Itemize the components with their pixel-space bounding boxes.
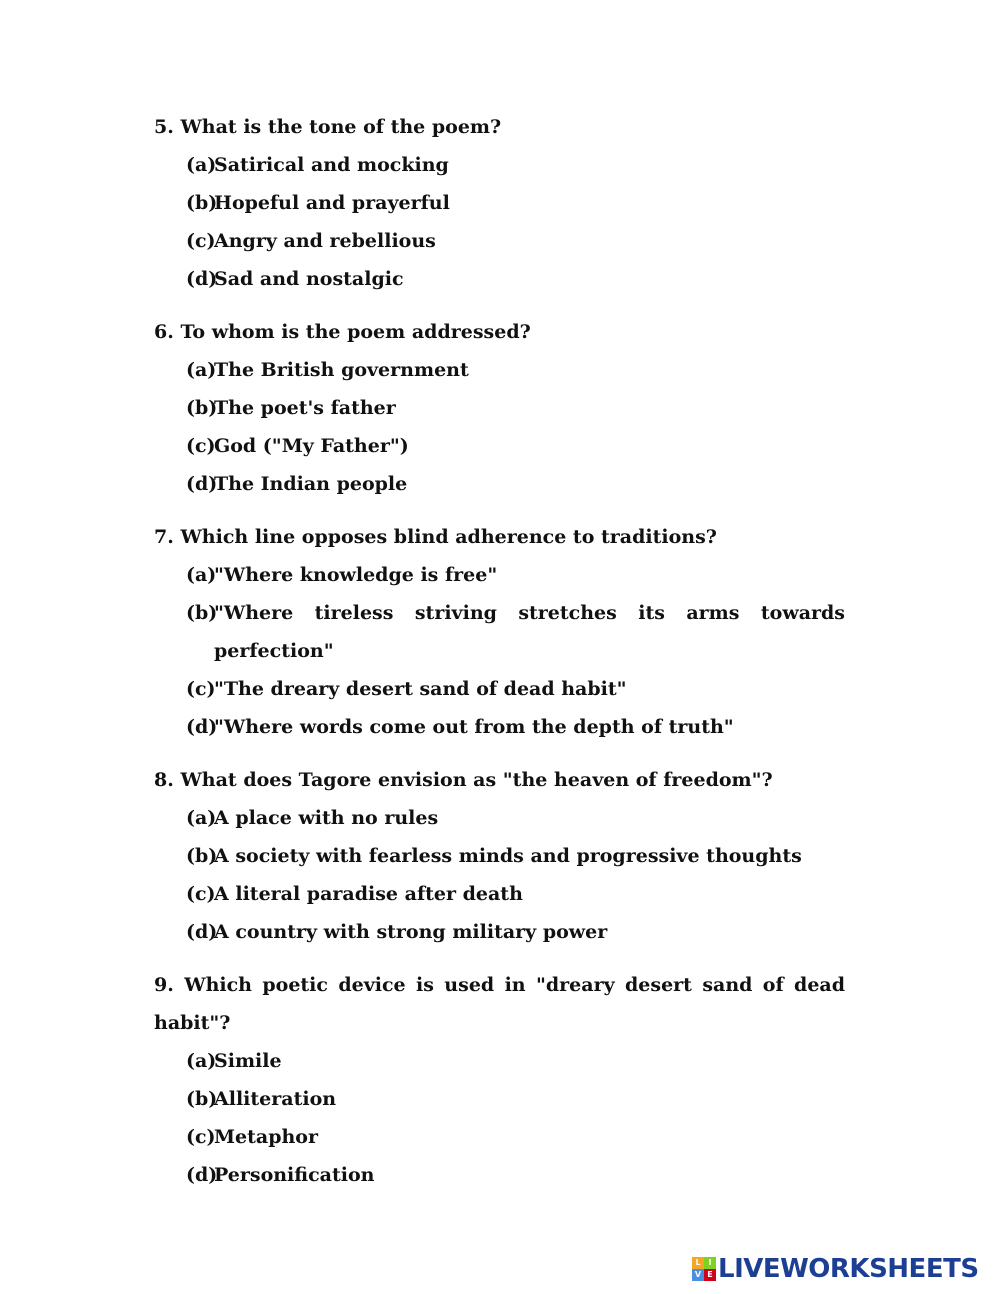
question-8 xyxy=(154,761,845,951)
option-label: (c) xyxy=(186,883,216,905)
option-b[interactable] xyxy=(186,594,845,670)
option-text: A society with fearless minds and progressive thoughts xyxy=(214,845,802,867)
question-6 xyxy=(154,313,845,503)
question-5 xyxy=(154,108,845,298)
options-list xyxy=(154,146,845,298)
option-label: (c) xyxy=(186,435,216,457)
question-text: 7. Which line opposes blind adherence to traditions? xyxy=(154,526,717,548)
option-text: The poet's father xyxy=(214,397,396,419)
logo-text: LIVEWORKSHEETS xyxy=(718,1254,979,1284)
option-label: (a) xyxy=(186,359,217,381)
option-label: (b) xyxy=(186,602,218,624)
option-text: Satirical and mocking xyxy=(214,154,449,176)
option-text: The British government xyxy=(214,359,469,381)
option-label: (b) xyxy=(186,845,218,867)
option-b[interactable] xyxy=(186,837,845,875)
option-c[interactable] xyxy=(186,875,845,913)
option-d[interactable] xyxy=(186,913,845,951)
option-label: (a) xyxy=(186,564,217,586)
option-label: (c) xyxy=(186,230,216,252)
option-text: Angry and rebellious xyxy=(214,230,436,252)
option-b[interactable] xyxy=(186,1080,845,1118)
option-text: Personification xyxy=(214,1164,375,1186)
question-7 xyxy=(154,518,845,746)
option-a[interactable] xyxy=(186,556,845,594)
option-label: (d) xyxy=(186,473,218,495)
option-label: (d) xyxy=(186,1164,218,1186)
option-label: (b) xyxy=(186,1088,218,1110)
options-list xyxy=(154,799,845,951)
option-d[interactable] xyxy=(186,1156,845,1194)
option-c[interactable] xyxy=(186,670,845,708)
option-label: (a) xyxy=(186,154,217,176)
liveworksheets-logo xyxy=(692,1253,979,1285)
options-list xyxy=(154,556,845,746)
option-d[interactable] xyxy=(186,465,845,503)
option-text: Simile xyxy=(214,1050,282,1072)
option-label: (a) xyxy=(186,1050,217,1072)
option-text: Hopeful and prayerful xyxy=(214,192,450,214)
option-label: (d) xyxy=(186,921,218,943)
option-label: (b) xyxy=(186,192,218,214)
option-label: (c) xyxy=(186,1126,216,1148)
question-text: 5. What is the tone of the poem? xyxy=(154,116,502,138)
option-a[interactable] xyxy=(186,799,845,837)
options-list xyxy=(154,1042,845,1194)
option-b[interactable] xyxy=(186,184,845,222)
option-a[interactable] xyxy=(186,146,845,184)
option-c[interactable] xyxy=(186,1118,845,1156)
option-text: God ("My Father") xyxy=(214,435,409,457)
option-label: (c) xyxy=(186,678,216,700)
option-text: Metaphor xyxy=(214,1126,318,1148)
option-d[interactable] xyxy=(186,260,845,298)
question-9 xyxy=(154,966,845,1194)
option-a[interactable] xyxy=(186,1042,845,1080)
option-text: A country with strong military power xyxy=(214,921,608,943)
option-text: "Where tireless striving stretches its arms towards perfection" xyxy=(214,602,845,662)
option-text: Alliteration xyxy=(214,1088,337,1110)
question-text: 9. Which poetic device is used in "dreary desert sand of dead habit"? xyxy=(154,974,846,1034)
option-label: (d) xyxy=(186,716,218,738)
option-text: "Where knowledge is free" xyxy=(214,564,498,586)
liveworksheets-mark-icon: L I V E xyxy=(692,1257,716,1281)
option-text: A literal paradise after death xyxy=(214,883,523,905)
option-c[interactable] xyxy=(186,427,845,465)
option-d[interactable] xyxy=(186,708,845,746)
option-text: The Indian people xyxy=(214,473,408,495)
option-label: (a) xyxy=(186,807,217,829)
option-a[interactable] xyxy=(186,351,845,389)
question-text: 8. What does Tagore envision as "the heaven of freedom"? xyxy=(154,769,773,791)
option-text: A place with no rules xyxy=(214,807,439,829)
option-c[interactable] xyxy=(186,222,845,260)
option-b[interactable] xyxy=(186,389,845,427)
option-text: "Where words come out from the depth of truth" xyxy=(214,716,734,738)
option-text: Sad and nostalgic xyxy=(214,268,404,290)
question-text: 6. To whom is the poem addressed? xyxy=(154,321,531,343)
options-list xyxy=(154,351,845,503)
option-text: "The dreary desert sand of dead habit" xyxy=(214,678,627,700)
worksheet xyxy=(154,108,845,1209)
option-label: (d) xyxy=(186,268,218,290)
option-label: (b) xyxy=(186,397,218,419)
